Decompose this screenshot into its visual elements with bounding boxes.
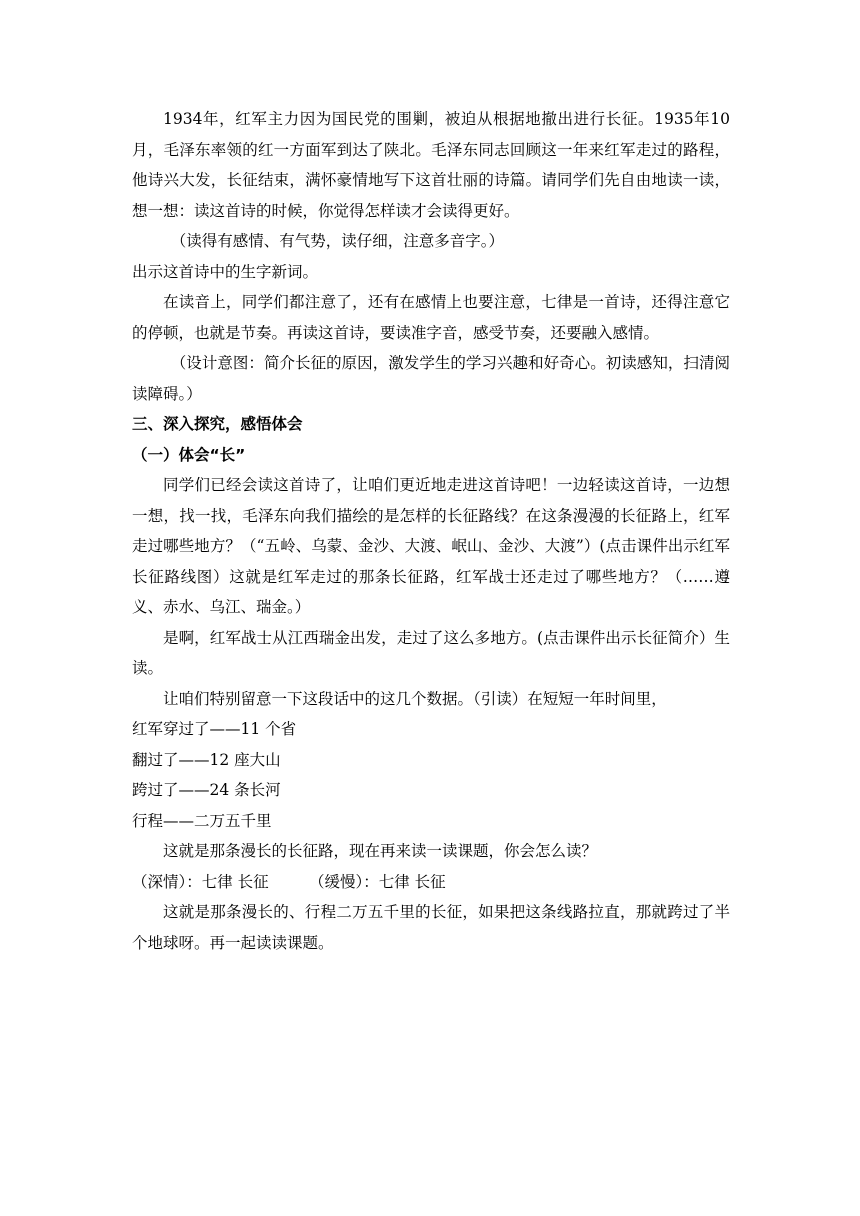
line-distance: 行程——二万五千里 [132, 811, 272, 830]
line-provinces: 红军穿过了——11 个省 [132, 720, 297, 738]
paragraph-design-intent: （设计意图：简介长征的原因，激发学生的学习兴趣和好奇心。初读感知，扫清阅读障碍。） [132, 354, 730, 403]
line-reading-styles [132, 867, 730, 898]
line-mountains: 翻过了——12 座大山 [132, 750, 281, 769]
paragraph-ruijin: 是啊，红军战士从江西瑞金出发，走过了这么多地方。(点击课件出示长征简介）生读。 [132, 628, 730, 677]
document-body [132, 104, 730, 958]
paragraph-reread: 这就是那条漫长的长征路，现在再来读一读课题，你会怎么读？ [163, 842, 598, 860]
reading-style-slow: （缓慢）：七律 长征 [308, 872, 446, 891]
paragraph-route: 同学们已经会读这首诗了，让咱们更近地走进这首诗吧！一边轻读这首诗，一边想一想，找一找，毛泽东向我们描绘的是怎样的长征路线？在这条漫漫的长征路上，红军走过哪些地方？（“五岭、乌蒙、金沙、大渡、岷山、金沙、大渡”）(点击课件出示红军长征路线图）这就是红军走过的那条长征路，红军战士还走过了哪些地方？（……遵义、赤水、乌江、瑞金。） [132, 476, 730, 616]
paragraph-data-intro: 让咱们特别留意一下这段话中的这几个数据。（引读）在短短一年时间里， [163, 689, 667, 708]
paragraph-rhythm: 在读音上，同学们都注意了，还有在感情上也要注意，七律是一首诗，还得注意它的停顿，也就是节奏。再读这首诗，要读准字音，感受节奏，还要融入感情。 [132, 293, 730, 342]
paragraph-reading-tips: （读得有感情、有气势，读仔细，注意多音字。） [170, 232, 505, 250]
section-heading: 三、深入探究，感悟体会 [132, 415, 303, 433]
reading-style-emotional: （深情）：七律 长征 [132, 872, 269, 891]
subsection-heading: （一）体会“长” [132, 445, 246, 464]
line-rivers: 跨过了——24 条长河 [132, 781, 281, 799]
paragraph-intro: 1934年，红军主力因为国民党的围剿，被迫从根据地撤出进行长征。1935年10月，毛泽东率领的红一方面军到达了陕北。毛泽东同志回顾这一年来红军走过的路程，他诗兴大发，长征结束，满怀豪情地写下这首壮丽的诗篇。请同学们先自由地读一读，想一想：读这首诗的时候，你觉得怎样读才会读得更好。 [132, 110, 730, 220]
paragraph-half-globe: 这就是那条漫长的、行程二万五千里的长征，如果把这条线路拉直，那就跨过了半个地球呀。再一起读读课题。 [132, 903, 730, 952]
paragraph-new-words: 出示这首诗中的生字新词。 [132, 262, 319, 281]
